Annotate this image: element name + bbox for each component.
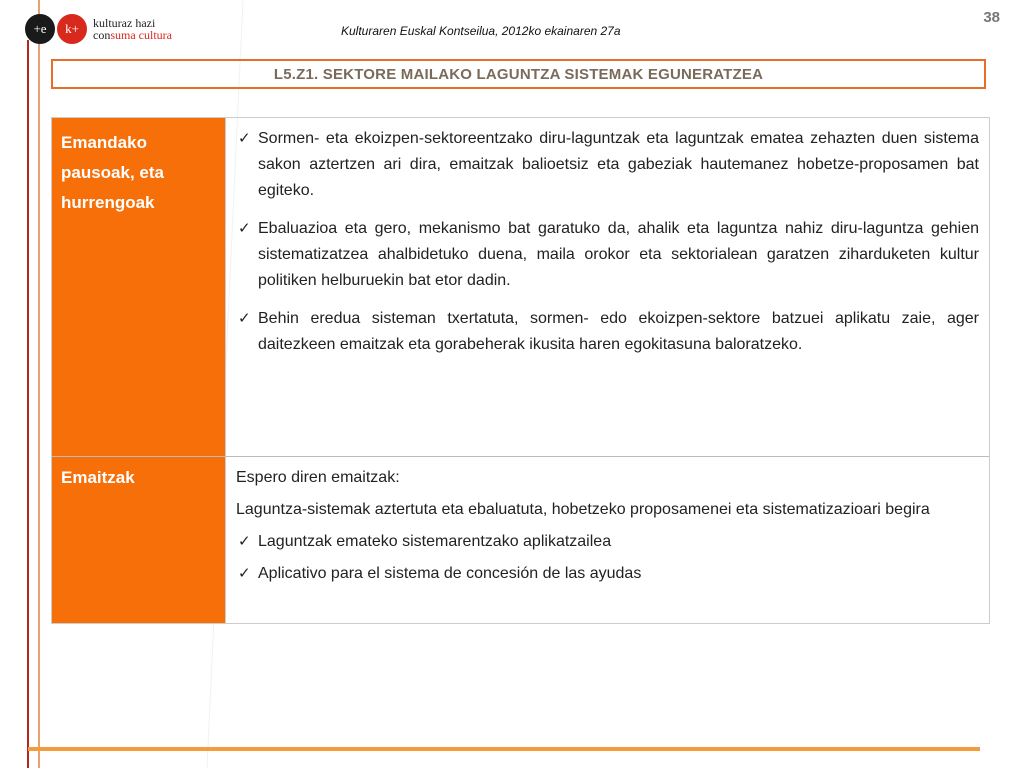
logo bbox=[25, 14, 172, 44]
results-paragraph: Laguntza-sistemak aztertuta eta ebaluatuta, hobetzeko proposamenei eta sistematizazioari begira bbox=[236, 501, 930, 518]
left-red-rule bbox=[27, 40, 29, 768]
bottom-orange-rule bbox=[28, 747, 980, 751]
header-subtitle: Kulturaren Euskal Kontseilua, 2012ko ekainaren 27a bbox=[341, 24, 621, 38]
row-label: Emaitzak bbox=[52, 457, 225, 623]
results-intro: Espero diren emaitzak: bbox=[236, 469, 400, 486]
content-table bbox=[51, 117, 990, 624]
page-number: 38 bbox=[983, 9, 1000, 26]
checkmark-icon: ✓ bbox=[238, 533, 251, 550]
checkmark-icon: ✓ bbox=[238, 565, 251, 582]
logo-circle-k-plus: k+ bbox=[57, 14, 87, 44]
table-row bbox=[52, 118, 989, 457]
list-item: ✓ Ebaluazioa eta gero, mekanismo bat garatuko da, ahalik eta laguntza nahiz diru-laguntza gehien sistematizatzea ahalbidetuko duena, maila orokor eta sektorialean garatzen ziharduketen kultur politiken helburuekin bat etor dadin. bbox=[236, 216, 979, 294]
row-content bbox=[225, 457, 989, 623]
checkmark-icon: ✓ bbox=[238, 130, 251, 147]
row-content bbox=[225, 118, 989, 456]
checkmark-icon: ✓ bbox=[238, 310, 251, 327]
list-item: ✓ Behin eredua sisteman txertatuta, sormen- edo ekoizpen-sektore batzuei aplikatu zaie, ager daitezkeen emaitzak eta gorabeherak ikusita haren egokitasuna baloratzeko. bbox=[236, 306, 979, 358]
logo-line1: kulturaz hazi bbox=[93, 16, 156, 30]
left-orange-rule bbox=[38, 0, 40, 768]
logo-text bbox=[93, 17, 172, 41]
list-item: ✓ Aplicativo para el sistema de concesión de las ayudas bbox=[236, 561, 979, 587]
section-title: L5.Z1. SEKTORE MAILAKO LAGUNTZA SISTEMAK EGUNERATZEA bbox=[51, 59, 986, 89]
logo-circle-plus-e: +e bbox=[25, 14, 55, 44]
logo-line2: consuma cultura bbox=[93, 28, 172, 42]
list-item: ✓ Laguntzak emateko sistemarentzako aplikatzailea bbox=[236, 529, 979, 555]
row-label: Emandako pausoak, eta hurrengoak bbox=[52, 118, 225, 456]
checkmark-icon: ✓ bbox=[238, 220, 251, 237]
list-item: ✓ Sormen- eta ekoizpen-sektoreentzako diru-laguntzak eta laguntzak ematea zehazten duen sistema sakon aztertzen ari dira, emaitzak balioetsiz eta gabeziak hautemanez hobetze-proposamen bat egiteko. bbox=[236, 126, 979, 204]
table-row bbox=[52, 457, 989, 623]
